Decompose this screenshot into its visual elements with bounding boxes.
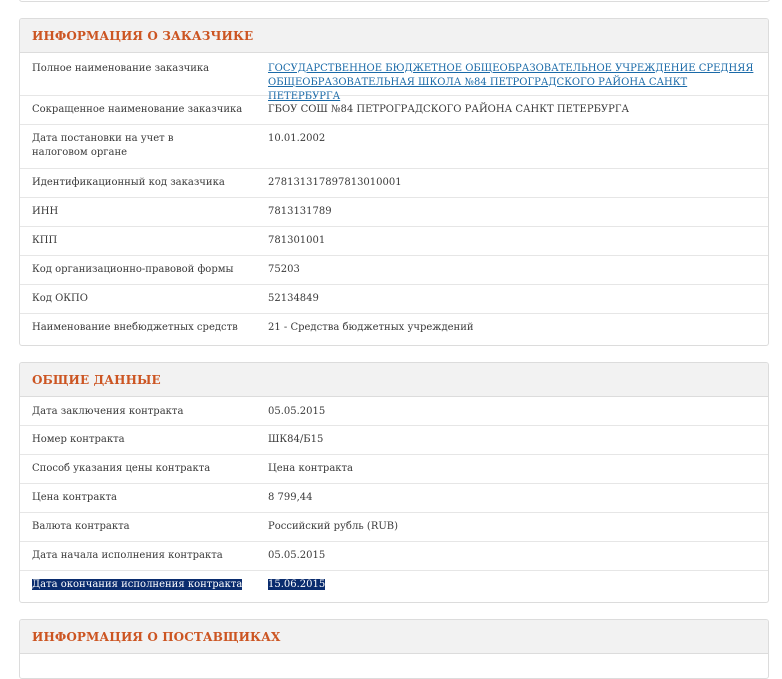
- row-label: Код ОКПО: [32, 293, 88, 304]
- row-value: 278131317897813010001: [268, 177, 402, 188]
- row-label: Код организационно-правовой формы: [32, 264, 234, 275]
- table-row: [20, 542, 768, 571]
- row-value: [268, 62, 768, 102]
- row-label: Наименование внебюджетных средств: [32, 322, 238, 333]
- suppliers-panel: [19, 619, 769, 679]
- general-data-title: ОБЩИЕ ДАННЫЕ: [32, 372, 161, 387]
- table-row: [20, 227, 768, 256]
- selected-text: Дата окончания исполнения контракта: [32, 579, 243, 590]
- table-row: [20, 426, 768, 455]
- table-row: [20, 125, 768, 169]
- row-label: Способ указания цены контракта: [32, 463, 211, 474]
- customer-info-panel: [19, 18, 769, 346]
- customer-info-header: [20, 19, 768, 53]
- table-row: [20, 397, 768, 426]
- row-label: [20, 578, 268, 601]
- row-label: Дата заключения контракта: [32, 406, 184, 417]
- table-row: [20, 484, 768, 513]
- row-label: КПП: [32, 235, 58, 246]
- suppliers-header: [20, 620, 768, 654]
- row-value: [268, 578, 768, 601]
- row-value: 05.05.2015: [268, 550, 326, 561]
- row-value: Цена контракта: [268, 463, 354, 474]
- table-row: [20, 198, 768, 227]
- table-row: [20, 256, 768, 285]
- row-label: Номер контракта: [32, 434, 125, 445]
- row-value: 52134849: [268, 293, 319, 304]
- row-label: Сокращенное наименование заказчика: [32, 104, 243, 115]
- row-value: 7813131789: [268, 206, 332, 217]
- table-row: [20, 455, 768, 484]
- row-value: 21 - Средства бюджетных учреждений: [268, 322, 474, 333]
- row-label: Цена контракта: [32, 492, 118, 503]
- row-value: 10.01.2002: [268, 133, 326, 144]
- row-value: Российский рубль (RUB): [268, 521, 399, 532]
- row-value: 75203: [268, 264, 300, 275]
- general-data-header: [20, 363, 768, 397]
- table-row: [20, 285, 768, 314]
- customer-info-title: ИНФОРМАЦИЯ О ЗАКАЗЧИКЕ: [32, 28, 254, 43]
- previous-panel-edge: [19, 0, 770, 2]
- table-row: [20, 513, 768, 542]
- table-row: [20, 53, 768, 102]
- general-data-panel: [19, 362, 769, 603]
- table-row: [20, 571, 768, 601]
- row-label: Дата постановки на учет в налоговом органе: [32, 133, 174, 158]
- row-label: Дата начала исполнения контракта: [32, 550, 223, 561]
- table-row: [20, 314, 768, 344]
- customer-full-name-link[interactable]: ГОСУДАРСТВЕННОЕ БЮДЖЕТНОЕ ОБЩЕОБРАЗОВАТЕЛЬНОЕ УЧРЕЖДЕНИЕ СРЕДНЯЯ ОБЩЕОБРАЗОВАТЕЛЬНАЯ ШКОЛА №84 ПЕТРОГРАДСКОГО РАЙОНА САНКТ ПЕТЕРБУРГА: [268, 63, 754, 102]
- row-label: Валюта контракта: [32, 521, 130, 532]
- row-value: 8 799,44: [268, 492, 313, 503]
- table-row: [20, 96, 768, 125]
- selected-text: 15.06.2015: [268, 579, 326, 590]
- suppliers-title: ИНФОРМАЦИЯ О ПОСТАВЩИКАХ: [32, 629, 281, 644]
- row-label: Идентификационный код заказчика: [32, 177, 225, 188]
- row-value: ГБОУ СОШ №84 ПЕТРОГРАДСКОГО РАЙОНА САНКТ ПЕТЕРБУРГА: [268, 104, 630, 115]
- row-value: 781301001: [268, 235, 326, 246]
- row-value: 05.05.2015: [268, 406, 326, 417]
- row-label: ИНН: [32, 206, 59, 217]
- table-row: [20, 169, 768, 198]
- row-value: ШК84/Б15: [268, 434, 324, 445]
- row-label: Полное наименование заказчика: [32, 63, 210, 74]
